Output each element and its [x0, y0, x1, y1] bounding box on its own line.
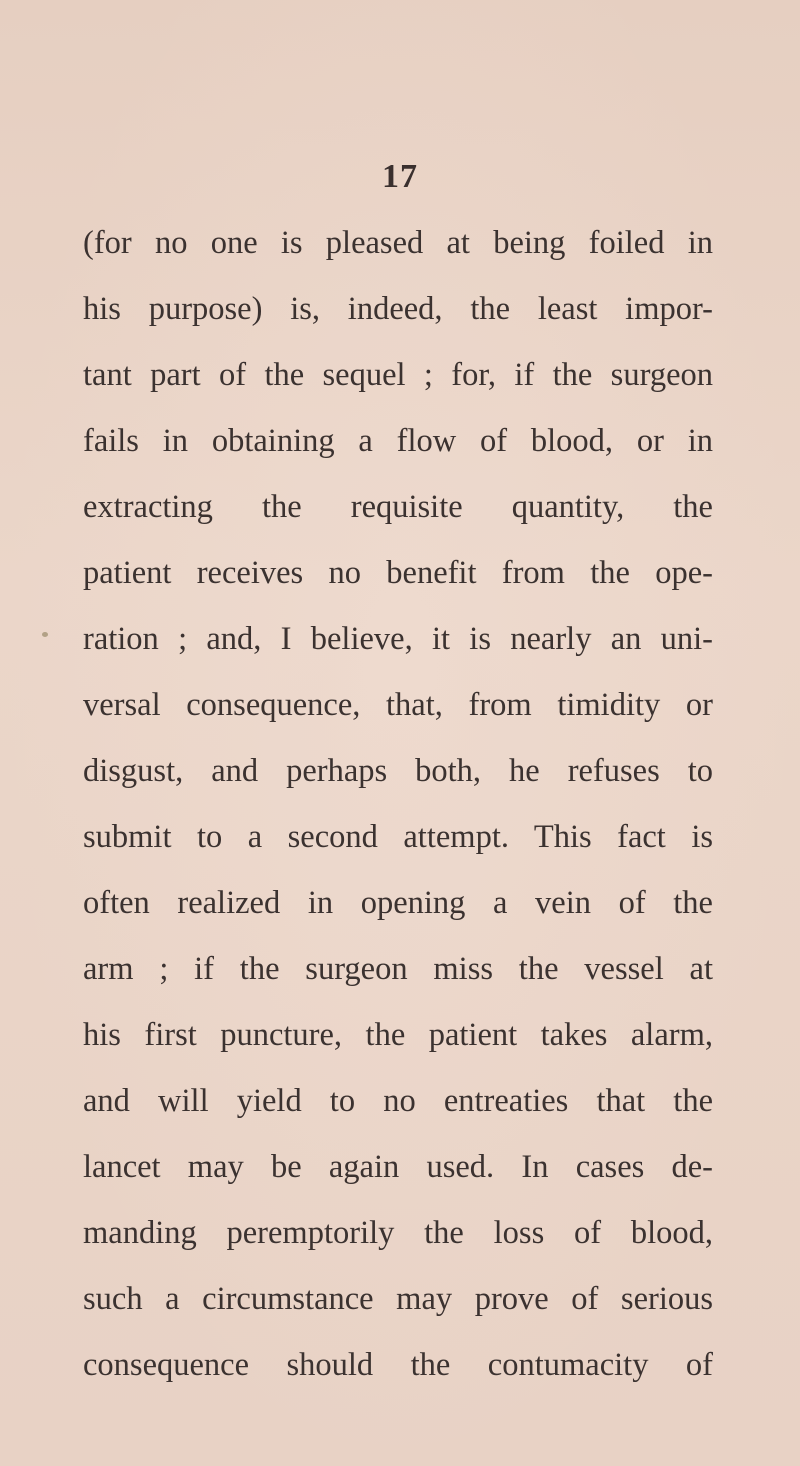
text-line: and will yield to no entreaties that the	[83, 1083, 713, 1119]
paper-speck	[42, 632, 48, 637]
text-line: disgust, and perhaps both, he refuses to	[83, 753, 713, 789]
text-line: often realized in opening a vein of the	[83, 885, 713, 921]
text-line: his first puncture, the patient takes alarm,	[83, 1017, 713, 1053]
text-line: consequence should the contumacity of	[83, 1347, 713, 1383]
text-line: his purpose) is, indeed, the least impor-	[83, 291, 713, 327]
text-line: arm ; if the surgeon miss the vessel at	[83, 951, 713, 987]
text-line: submit to a second attempt. This fact is	[83, 819, 713, 855]
body-text	[83, 210, 713, 1398]
page-number: 17	[382, 158, 418, 195]
text-line: fails in obtaining a flow of blood, or in	[83, 423, 713, 459]
text-line: (for no one is pleased at being foiled in	[83, 225, 713, 261]
text-line: ration ; and, I believe, it is nearly an uni-	[83, 621, 713, 657]
text-line: patient receives no benefit from the ope-	[83, 555, 713, 591]
text-line: manding peremptorily the loss of blood,	[83, 1215, 713, 1251]
text-line: lancet may be again used. In cases de-	[83, 1149, 713, 1185]
text-line: extracting the requisite quantity, the	[83, 489, 713, 525]
text-line: versal consequence, that, from timidity or	[83, 687, 713, 723]
text-line: tant part of the sequel ; for, if the surgeon	[83, 357, 713, 393]
text-line: such a circumstance may prove of serious	[83, 1281, 713, 1317]
